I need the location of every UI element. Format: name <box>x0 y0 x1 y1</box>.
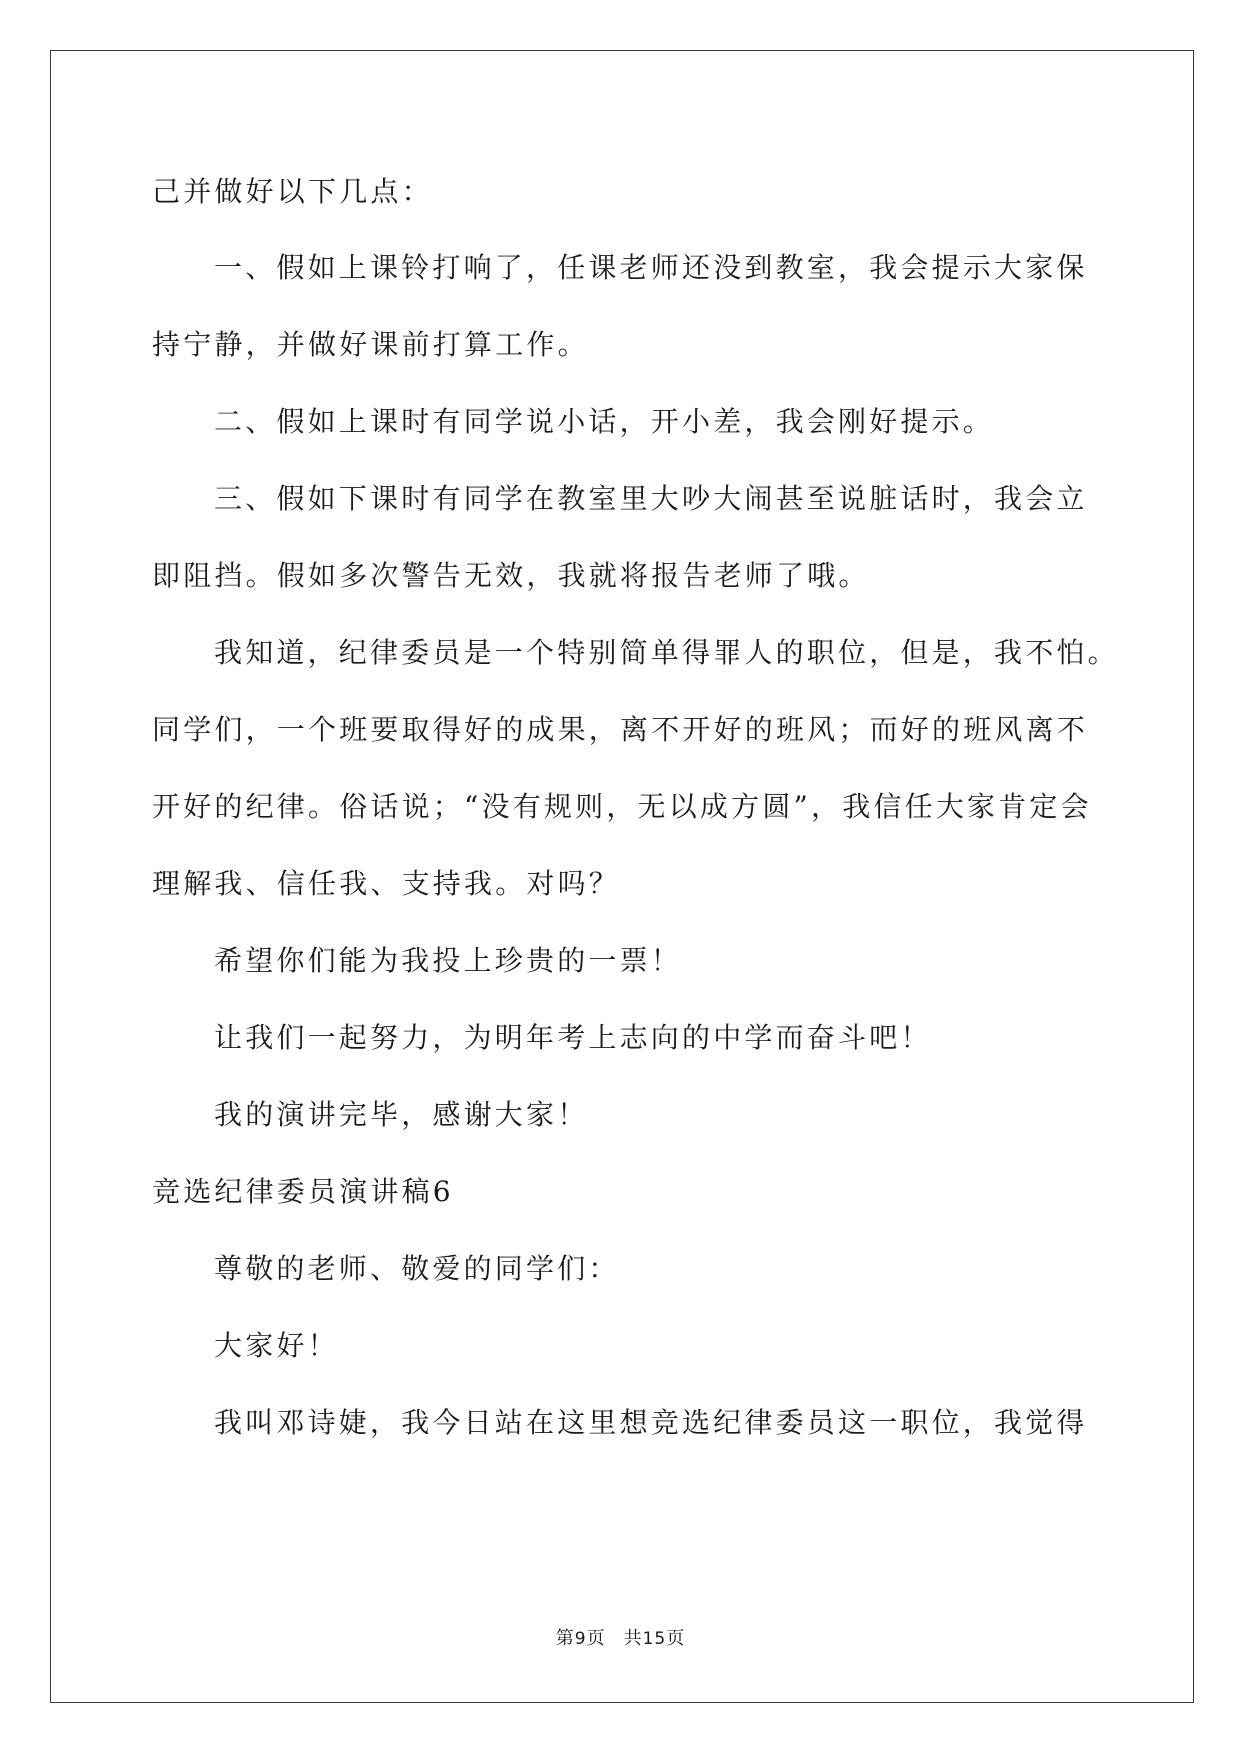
text-line: 即阻挡。假如多次警告无效，我就将报告老师了哦。 <box>152 559 870 592</box>
text-line: 三、假如下课时有同学在教室里大吵大闹甚至说脏话时，我会立 <box>214 482 1088 515</box>
text-line: 我叫邓诗婕，我今日站在这里想竞选纪律委员这一职位，我觉得 <box>214 1406 1088 1439</box>
page-footer <box>0 1627 1241 1651</box>
total-prefix: 共 <box>623 1628 643 1649</box>
text-line: 二、假如上课时有同学说小话，开小差，我会刚好提示。 <box>214 405 995 438</box>
text-line: 希望你们能为我投上珍贵的一票！ <box>214 944 683 977</box>
total-suffix: 页 <box>666 1628 686 1649</box>
text-line: 尊敬的老师、敬爱的同学们： <box>214 1252 620 1285</box>
text-line: 开好的纪律。俗话说；“没有规则，无以成方圆”，我信任大家肯定会 <box>152 790 1092 823</box>
text-line: 理解我、信任我、支持我。对吗？ <box>152 867 621 900</box>
text-line: 大家好！ <box>214 1329 339 1362</box>
section-heading: 竞选纪律委员演讲稿6 <box>152 1175 454 1208</box>
text-line: 让我们一起努力，为明年考上志向的中学而奋斗吧！ <box>214 1021 932 1054</box>
text-line: 己并做好以下几点： <box>152 175 433 208</box>
text-line: 我的演讲完毕，感谢大家！ <box>214 1098 589 1131</box>
text-line: 一、假如上课铃打响了，任课老师还没到教室，我会提示大家保 <box>214 251 1088 284</box>
total-pages: 15 <box>642 1629 667 1649</box>
text-line: 我知道，纪律委员是一个特别简单得罪人的职位，但是，我不怕。 <box>214 636 1119 669</box>
text-line: 持宁静，并做好课前打算工作。 <box>152 328 589 361</box>
text-line: 同学们，一个班要取得好的成果，离不开好的班风；而好的班风离不 <box>152 713 1089 746</box>
page-prefix: 第 <box>555 1628 575 1649</box>
page-suffix: 页 <box>586 1628 606 1649</box>
page-number: 9 <box>574 1629 587 1649</box>
